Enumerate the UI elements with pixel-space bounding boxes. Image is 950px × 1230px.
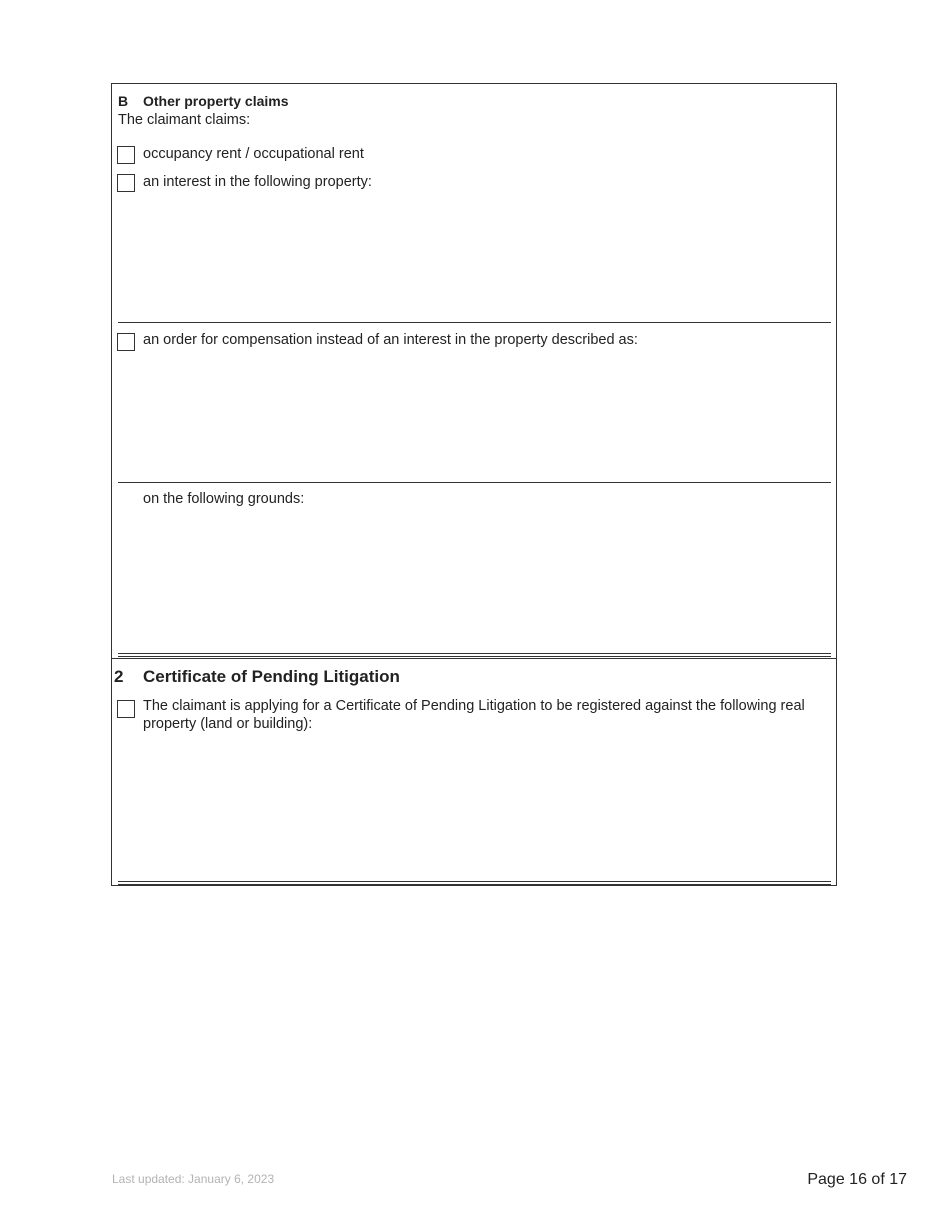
section-divider [112, 658, 836, 659]
section-2-number: 2 [114, 667, 124, 686]
pending-litigation-checkbox[interactable] [117, 700, 135, 718]
real-property-field[interactable] [118, 739, 831, 877]
section-letter: B [118, 93, 129, 109]
compensation-property-line [118, 482, 831, 483]
last-updated: Last updated: January 6, 2023 [112, 1172, 275, 1186]
grounds-field[interactable] [118, 512, 831, 650]
compensation-order-label: an order for compensation instead of an interest in the property described as: [143, 332, 638, 348]
interest-property-label: an interest in the following property: [143, 174, 372, 190]
interest-property-field[interactable] [118, 196, 831, 320]
compensation-order-checkbox[interactable] [117, 333, 135, 351]
occupancy-rent-label: occupancy rent / occupational rent [143, 146, 364, 162]
pending-litigation-label: The claimant is applying for a Certificate of Pending Litigation to be registered against the following real property (land or building): [143, 698, 805, 732]
page-number: Page 16 of 17 [807, 1171, 907, 1188]
section-intro: The claimant claims: [118, 112, 251, 128]
section-title: Other property claims [143, 93, 289, 109]
compensation-property-field[interactable] [118, 354, 831, 480]
grounds-line [118, 653, 831, 657]
section-2-title: Certificate of Pending Litigation [143, 667, 400, 686]
interest-property-line [118, 322, 831, 323]
form-box [111, 83, 837, 886]
grounds-label: on the following grounds: [143, 491, 305, 507]
occupancy-rent-checkbox[interactable] [117, 146, 135, 164]
interest-property-checkbox[interactable] [117, 174, 135, 192]
real-property-line [118, 881, 831, 885]
